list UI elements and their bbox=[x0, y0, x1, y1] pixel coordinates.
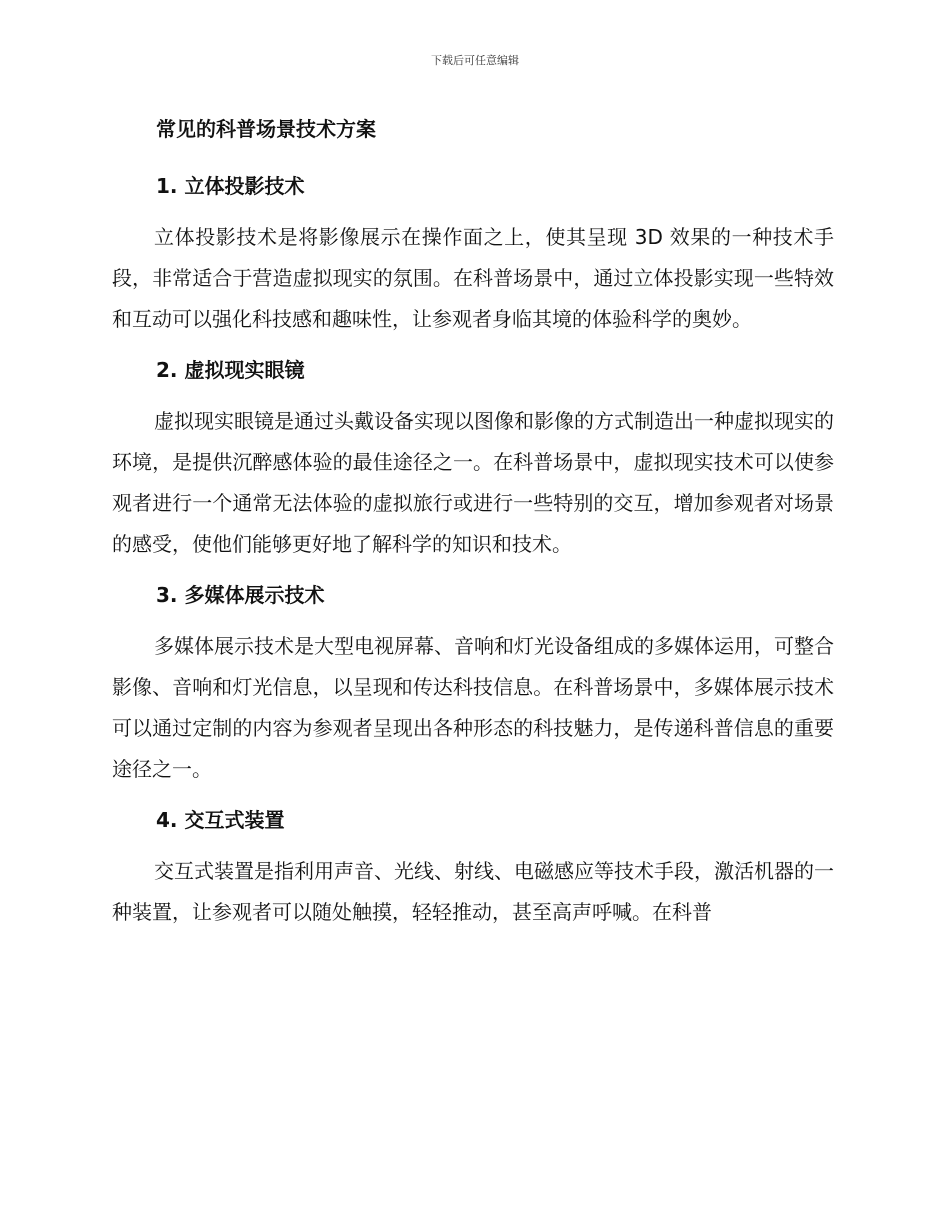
section-heading-1: 1. 立体投影技术 bbox=[156, 174, 305, 198]
section-heading-3: 3. 多媒体展示技术 bbox=[156, 583, 325, 607]
section-paragraph-3: 多媒体展示技术是大型电视屏幕、音响和灯光设备组成的多媒体运用，可整合影像、音响和灯光信息，以呈现和传达科技信息。在科普场景中，多媒体展示技术可以通过定制的内容为参观者呈现出各种形态的科技魅力，是传递科普信息的重要途径之一。 bbox=[112, 634, 834, 781]
section-paragraph-2: 虚拟现实眼镜是通过头戴设备实现以图像和影像的方式制造出一种虚拟现实的环境，是提供沉醉感体验的最佳途径之一。在科普场景中，虚拟现实技术可以使参观者进行一个通常无法体验的虚拟旅行或进行一些特别的交互，增加参观者对场景的感受，使他们能够更好地了解科学的知识和技术。 bbox=[112, 409, 834, 556]
section-paragraph-4: 交互式装置是指利用声音、光线、射线、电磁感应等技术手段，激活机器的一种装置，让参观者可以随处触摸，轻轻推动，甚至高声呼喊。在科普 bbox=[112, 859, 834, 924]
section-heading-4: 4. 交互式装置 bbox=[156, 808, 285, 832]
section-paragraph-1: 立体投影技术是将影像展示在操作面之上，使其呈现 3D 效果的一种技术手段，非常适合于营造虚拟现实的氛围。在科普场景中，通过立体投影实现一些特效和互动可以强化科技感和趣味性，让参观者身临其境的体验科学的奥妙。 bbox=[112, 225, 834, 331]
document-body bbox=[112, 111, 834, 945]
document-title: 常见的科普场景技术方案 bbox=[156, 117, 376, 141]
page-header: 下载后可任意编辑 bbox=[431, 54, 519, 67]
section-heading-2: 2. 虚拟现实眼镜 bbox=[156, 358, 305, 382]
